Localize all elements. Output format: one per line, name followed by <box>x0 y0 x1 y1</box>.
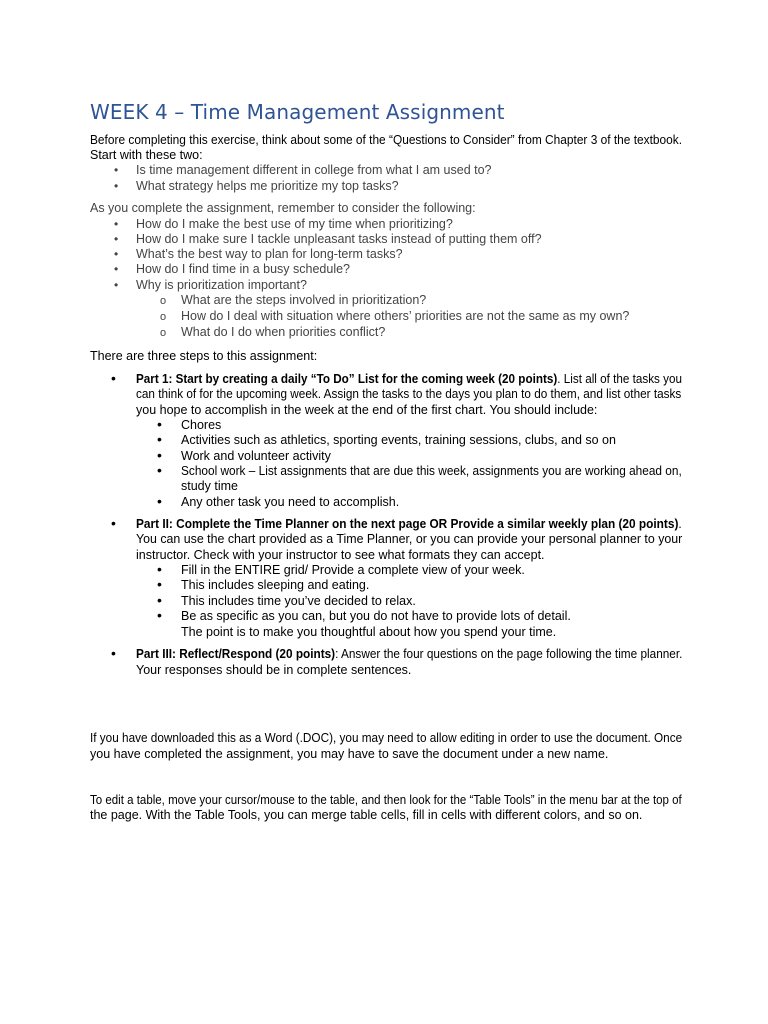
table-note-line-1: To edit a table, move your cursor/mouse to the table, and then look for the “Table Tools” in the menu bar at the top of <box>90 793 682 807</box>
bullet-icon: • <box>157 416 162 432</box>
part2-item-2: This includes sleeping and eating. <box>181 578 370 592</box>
consider-subitem-3: What do I do when priorities conflict? <box>181 325 386 339</box>
part2-line-3: instructor. Check with your instructor to see what formats they can accept. <box>136 548 545 562</box>
bullet-icon: • <box>157 561 162 577</box>
bullet-icon: • <box>157 462 162 478</box>
intro-item-1: Is time management different in college from what I am used to? <box>136 163 492 177</box>
bullet-icon: • <box>114 232 119 246</box>
part1-line-1 <box>136 372 682 387</box>
part3-text: : Answer the four questions on the page following the time planner. <box>335 647 683 661</box>
consider-item-2: How do I make sure I tackle unpleasant tasks instead of putting them off? <box>136 232 542 246</box>
consider-item-1: How do I make the best use of my time when prioritizing? <box>136 217 453 231</box>
bullet-icon: • <box>157 607 162 623</box>
consider-item-4: How do I find time in a busy schedule? <box>136 262 351 276</box>
part3-heading: Part III: Reflect/Respond (20 points) <box>136 647 336 661</box>
consider-item-3: What’s the best way to plan for long-term tasks? <box>136 247 403 261</box>
part1-line-3: you hope to accomplish in the week at the end of the first chart. You should include: <box>136 403 598 417</box>
part1-item-5: Any other task you need to accomplish. <box>181 495 400 509</box>
bullet-icon: • <box>114 278 119 292</box>
part1-item-2: Activities such as athletics, sporting events, training sessions, clubs, and so on <box>181 433 616 447</box>
steps-lead: There are three steps to this assignment: <box>90 349 318 363</box>
consider-lead: As you complete the assignment, remember to consider the following: <box>90 201 476 215</box>
bullet-icon: • <box>157 576 162 592</box>
intro-item-2: What strategy helps me prioritize my top tasks? <box>136 179 399 193</box>
page-title: WEEK 4 – Time Management Assignment <box>90 100 505 124</box>
intro-line-1: Before completing this exercise, think about some of the “Questions to Consider” from Chapter 3 of the textbook. <box>90 133 683 147</box>
table-note-line-2: the page. With the Table Tools, you can merge table cells, fill in cells with different colors, and so on. <box>90 808 643 822</box>
part2-line-1 <box>136 517 682 532</box>
sub-bullet-icon: o <box>160 327 167 339</box>
word-note-line-2: you have completed the assignment, you may have to save the document under a new name. <box>90 747 609 761</box>
sub-bullet-icon: o <box>160 311 167 323</box>
part1-item-4: School work – List assignments that are due this week, assignments you are working ahead on, <box>181 464 682 478</box>
part2-line-2: You can use the chart provided as a Time Planner, or you can provide your personal planner to your <box>136 532 683 546</box>
part1-item-1: Chores <box>181 418 222 432</box>
part3-line-2: Your responses should be in complete sentences. <box>136 663 412 677</box>
bullet-icon: • <box>114 247 119 261</box>
bullet-icon: • <box>157 592 162 608</box>
consider-subitem-2: How do I deal with situation where others’ priorities are not the same as my own? <box>181 309 630 323</box>
part3-line-1 <box>136 647 682 662</box>
bullet-icon: • <box>114 217 119 231</box>
word-note-line-1: If you have downloaded this as a Word (.DOC), you may need to allow editing in order to use the document. Once <box>90 731 683 745</box>
bullet-icon: • <box>157 431 162 447</box>
bullet-icon: • <box>111 645 116 661</box>
bullet-icon: • <box>157 447 162 463</box>
part1-item-4-cont: study time <box>181 479 238 493</box>
bullet-icon: • <box>111 370 116 386</box>
part1-item-3: Work and volunteer activity <box>181 449 331 463</box>
bullet-icon: • <box>114 179 119 193</box>
consider-item-5: Why is prioritization important? <box>136 278 307 292</box>
part1-line-2: can think of for the upcoming week. Assign the tasks to the days you plan to do them, and list other tasks <box>136 387 682 401</box>
part2-item-4: Be as specific as you can, but you do not have to provide lots of detail. <box>181 609 571 623</box>
part1-text: . List all of the tasks you <box>557 372 682 386</box>
consider-subitem-1: What are the steps involved in prioritization? <box>181 293 427 307</box>
sub-bullet-icon: o <box>160 295 167 307</box>
part1-heading: Part 1: Start by creating a daily “To Do” List for the coming week (20 points) <box>136 372 558 386</box>
part2-heading: Part II: Complete the Time Planner on the next page OR Provide a similar weekly plan (20 points) <box>136 517 679 531</box>
bullet-icon: • <box>114 163 119 177</box>
part2-item-4-cont: The point is to make you thoughtful about how you spend your time. <box>181 625 557 639</box>
part2-item-1: Fill in the ENTIRE grid/ Provide a complete view of your week. <box>181 563 525 577</box>
intro-line-2: Start with these two: <box>90 148 203 162</box>
bullet-icon: • <box>114 262 119 276</box>
part2-item-3: This includes time you’ve decided to relax. <box>181 594 416 608</box>
bullet-icon: • <box>157 493 162 509</box>
part2-text: . <box>678 517 682 531</box>
bullet-icon: • <box>111 515 116 531</box>
